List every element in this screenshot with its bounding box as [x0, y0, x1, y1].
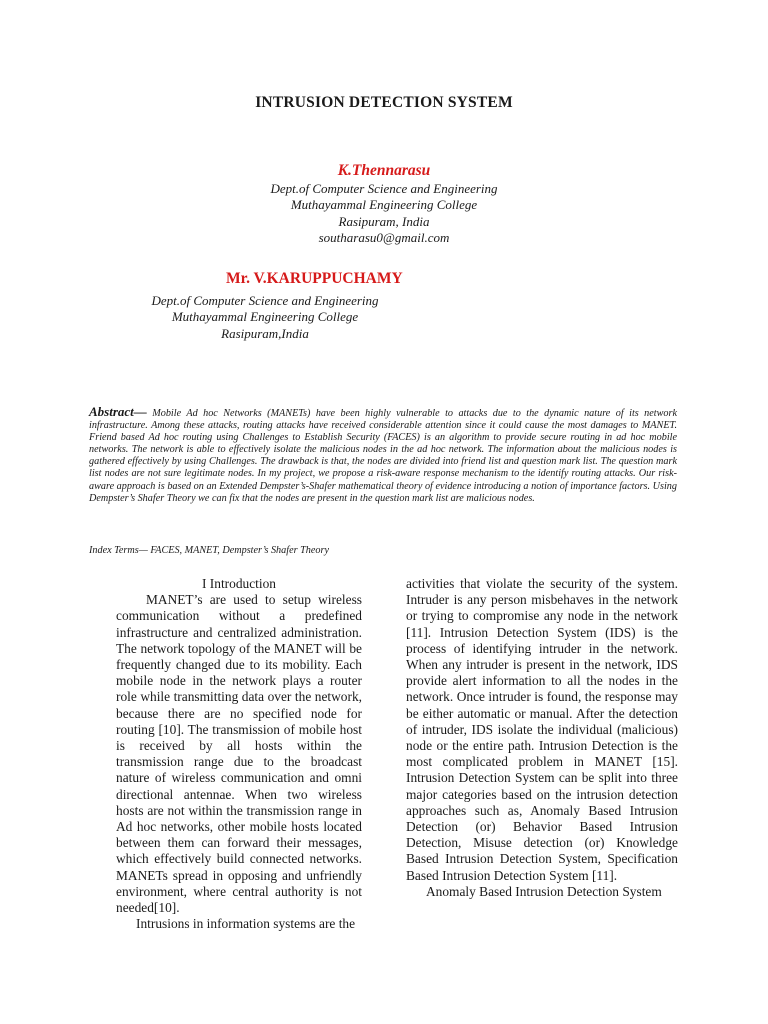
introduction-paragraph-4: Anomaly Based Intrusion Detection System — [426, 883, 662, 899]
author-1-location: Rasipuram, India — [338, 213, 430, 229]
author-1-name: K.Thennarasu — [337, 162, 431, 179]
author-1-college: Muthayammal Engineering College — [290, 197, 478, 213]
introduction-paragraph-2: Intrusions in information systems are the — [136, 916, 356, 932]
section-heading: I Introduction — [201, 576, 276, 591]
index-terms: Index Terms— FACES, MANET, Dempster’s Shafer Theory — [89, 545, 329, 556]
author-2-department: Dept.of Computer Science and Engineering — [151, 293, 379, 308]
author-2-name: Mr. V.KARUPPUCHAMY — [226, 270, 403, 287]
author-2-college: Muthayammal Engineering College — [171, 309, 359, 325]
introduction-paragraph-3: activities that violate the security of the system. Intruder is any person misbehaves in the network or trying to compromise any node in the network [11]. Intrusion Detection System (IDS) is the process of identifying intruder in the network. When any intruder is present in the network, IDS provide alert information to all the nodes in the network. Once intruder is found, the response may be either automatic or manual. After the detection of intruder, IDS isolate the individual (malicious) node or the entire path. Intrusion Detection is the most complicated problem in MANET [15]. Intrusion Detection System can be split into three major categories based on the intrusion detection approaches such as, Anomaly Based Intrusion Detection (or) Behavior Based Intrusion Detection, Misuse detection (or) Knowledge Based Intrusion Detection System, Specification Based Intrusion Detection System [11]. — [406, 576, 678, 883]
introduction-paragraph-1: MANET’s are used to setup wireless communication without a predefined infrastructure and centralized administration. The network topology of the MANET will be frequently changed due to its mobility. Each mobile node in the network plays a router role while transmitting data over the network, because there are no specified node for routing [10]. The transmission of mobile host is received by all hosts within the transmission range due to the broadcast nature of wireless communication and omni directional antennae. When two wireless hosts are not within the transmission range in Ad hoc networks, other mobile hosts located between them can forward their messages, which effectively build connected networks. MANETs spread in opposing and unfriendly environment, where central authority is not needed[10]. — [116, 592, 362, 916]
left-column — [116, 576, 362, 932]
author-2-location: Rasipuram,India — [221, 325, 309, 341]
author-1-department: Dept.of Computer Science and Engineering — [270, 181, 498, 196]
paper-title: INTRUSION DETECTION SYSTEM — [255, 94, 513, 111]
abstract — [89, 406, 677, 505]
author-1-email: southarasu0@gmail.com — [318, 229, 450, 245]
abstract-label: Abstract— — [89, 404, 147, 419]
abstract-text: Mobile Ad hoc Networks (MANETs) have been highly vulnerable to attacks due to the dynamic nature of its network infrastructure. Among these attacks, routing attacks have received considerable attention since it could cause the most damages to MANET. Friend based Ad hoc routing using Challenges to Establish Security (FACES) is an algorithm to provide secure routing in ad hoc mobile networks. The network is able to effectively isolate the malicious nodes in the ad hoc network. The information about the malicious nodes is gathered effectively by using Challenges. The drawback is that, the nodes are divided into friend list and question mark list. The question mark list nodes are not sure legitimate nodes. In my project, we propose a risk-aware response mechanism to the identify routing attacks. Our risk-aware approach is based on an Extended Dempster’s-Shafer mathematical theory of evidence introducing a notion of importance factors. Using Dempster’s Shafer Theory we can fix that the nodes are present in the question mark list are malicious nodes. — [89, 408, 677, 504]
author-1-affiliation — [0, 181, 768, 246]
right-column — [406, 576, 678, 900]
author-2-affiliation — [130, 293, 400, 342]
